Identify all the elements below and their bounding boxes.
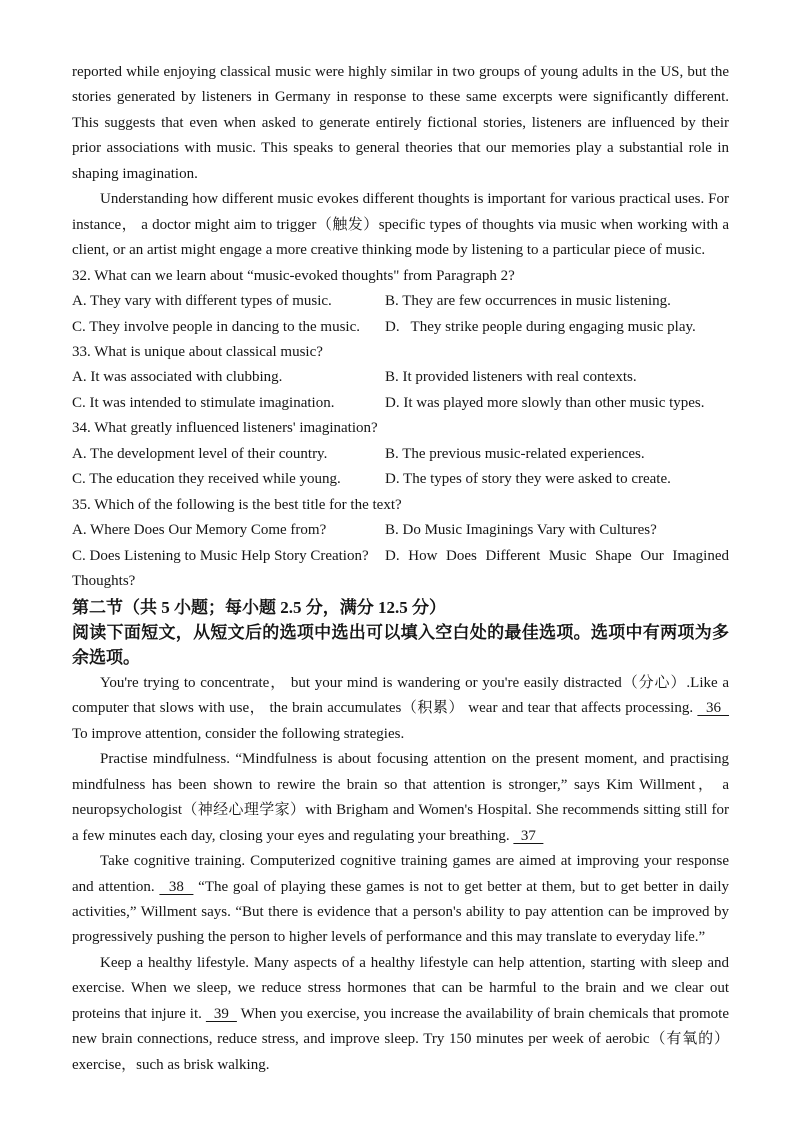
question-35-options-row-1 xyxy=(72,518,729,543)
question-33-options-row-2 xyxy=(72,391,729,416)
option-35-d: D. How Does Different Music Shape Our Imagined xyxy=(385,547,729,564)
cloze-paragraph-1 xyxy=(72,671,729,747)
cloze-text: You're trying to concentrate， but your mind is wandering or you're easily distracted（分心）.Like a computer that slows with use， the brain accumulates（积累） wear and tear that affects processing. xyxy=(72,674,729,717)
option-33-a: A. It was associated with clubbing. xyxy=(72,369,283,386)
option-33-b: B. It provided listeners with real contexts. xyxy=(385,369,637,386)
cloze-paragraph-2 xyxy=(72,747,729,849)
question-34-stem: 34. What greatly influenced listeners' imagination? xyxy=(72,420,378,437)
cloze-text: When you exercise, you increase the availability of brain chemicals that promote new brain connections, reduce stress, and improve sleep. Try 150 minutes per week of aerobic（有氧的）exercise，such as brisk walking. xyxy=(72,1005,729,1073)
option-33-d: D. It was played more slowly than other music types. xyxy=(385,394,705,411)
option-35-c: C. Does Listening to Music Help Story Creation? xyxy=(72,547,369,564)
cloze-blank-39: 39 xyxy=(205,1005,237,1022)
section-instruction: 阅读下面短文，从短文后的选项中选出可以填入空白处的最佳选项。选项中有两项为多余选项。 xyxy=(72,622,729,668)
cloze-paragraph-3 xyxy=(72,849,729,951)
cloze-text: Take cognitive training. Computerized cognitive training games are aimed at improving your response and attention. xyxy=(72,853,729,895)
question-32-stem: 32. What can we learn about “music-evoked thoughts" from Paragraph 2? xyxy=(72,267,515,284)
question-35-options-row-2 xyxy=(72,544,729,569)
cloze-paragraph-4 xyxy=(72,951,729,1078)
option-34-c: C. The education they received while young. xyxy=(72,471,341,488)
option-35-d-continuation: Thoughts? xyxy=(72,573,136,590)
intro-paragraph-continued: reported while enjoying classical music were highly similar in two groups of young adults in the US, but the stories generated by listeners in Germany in response to these same excerpts were significantly different. This suggests that even when asked to generate entirely fictional stories, listeners are influenced by their prior associations with music. This speaks to general theories that our memories play a substantial role in shaping imagination. xyxy=(72,64,729,182)
cloze-text: Practise mindfulness. “Mindfulness is about focusing attention on the present moment, and practising mindfulness has been shown to rewire the brain so that attention is stronger,” says Kim Willment， a neuropsychologist（神经心理学家）with Brigham and Women's Hospital. She recommends sitting still for a few minutes each day, closing your eyes and regulating your breathing. xyxy=(72,751,729,844)
question-34-options-row-2 xyxy=(72,467,729,492)
cloze-blank-36: 36 xyxy=(697,700,730,717)
intro-paragraph-uses: Understanding how different music evokes different thoughts is important for various practical uses. For instance， a doctor might aim to trigger（触发）specific types of thoughts via music when working with a client, or an artist might engage a more creative thinking mode by listening to a particular piece of music. xyxy=(72,191,729,259)
option-35-a: A. Where Does Our Memory Come from? xyxy=(72,522,327,539)
cloze-blank-38: 38 xyxy=(159,878,194,895)
option-32-d: D. They strike people during engaging music play. xyxy=(385,318,696,335)
question-35-stem: 35. Which of the following is the best title for the text? xyxy=(72,496,402,513)
option-34-b: B. The previous music-related experiences. xyxy=(385,445,645,462)
option-32-a: A. They vary with different types of music. xyxy=(72,293,332,310)
question-33-options-row-1 xyxy=(72,365,729,390)
question-34-options-row-1 xyxy=(72,442,729,467)
cloze-text: “The goal of playing these games is not to get better at them, but to get better in daily activities,” Willment says. “But there is evidence that a person's ability to pay attention can be improved by progressively pushing the person to higher levels of performance and this may translate to everyday life.” xyxy=(72,878,729,946)
question-32-options-row-2 xyxy=(72,315,729,340)
cloze-blank-37: 37 xyxy=(513,827,544,844)
option-34-a: A. The development level of their country. xyxy=(72,445,328,462)
option-34-d: D. The types of story they were asked to create. xyxy=(385,471,671,488)
option-35-b: B. Do Music Imaginings Vary with Cultures? xyxy=(385,522,657,539)
cloze-text: To improve attention, consider the following strategies. xyxy=(72,725,405,742)
cloze-text: Keep a healthy lifestyle. Many aspects of a healthy lifestyle can help attention, starting with sleep and exercise. When we sleep, we reduce stress hormones that can be harmful to the brain and we clear out proteins that injure it. xyxy=(72,954,729,1022)
question-33-stem: 33. What is unique about classical music? xyxy=(72,343,323,360)
option-32-b: B. They are few occurrences in music listening. xyxy=(385,293,671,310)
section-heading: 第二节（共 5 小题；每小题 2.5 分，满分 12.5 分） xyxy=(72,597,446,617)
option-33-c: C. It was intended to stimulate imagination. xyxy=(72,394,335,411)
option-32-c: C. They involve people in dancing to the music. xyxy=(72,318,361,335)
question-32-options-row-1 xyxy=(72,289,729,314)
